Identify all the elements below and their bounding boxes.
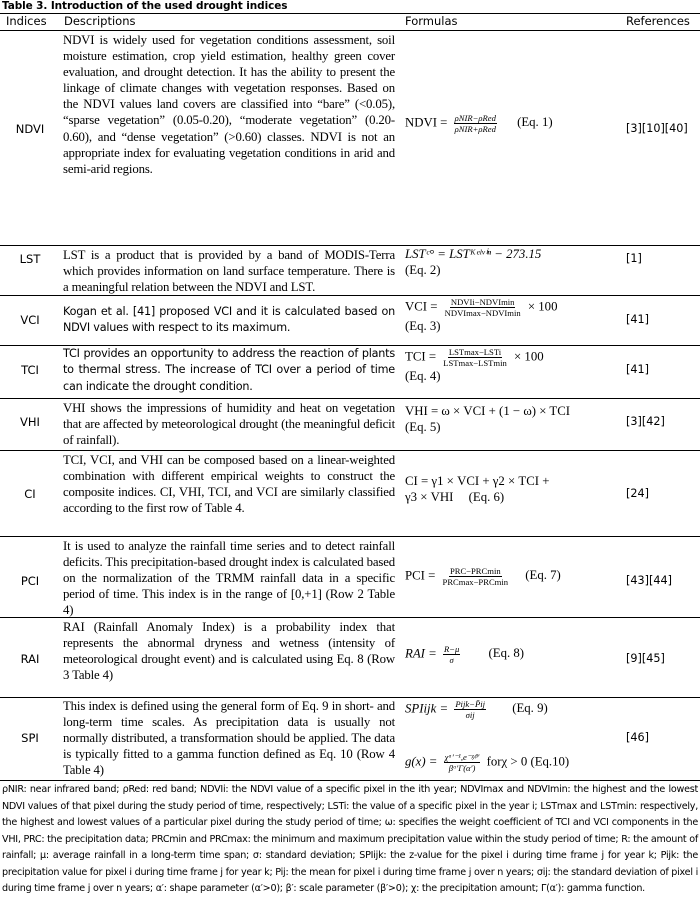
row-description-ci: TCI, VCI, and VHI can be composed based on a linear-weighted combination with different empirical weights to construct the composite indices. CI, VHI, TCI, and VCI are similarly classified according to the first row of Table 4. — [63, 453, 395, 516]
formula-line: VHI = ω × VCI + (1 − ω) × TCI — [405, 404, 571, 418]
row-rule — [0, 295, 700, 296]
row-formula-ci — [405, 473, 620, 505]
row-formula-vci — [405, 297, 620, 334]
row-refs-ci: [24] — [626, 487, 649, 500]
formula-numerator: PRC−PRCmin — [449, 566, 501, 576]
row-refs-spi: [46] — [626, 731, 649, 744]
formula-fraction — [444, 297, 522, 318]
formula-fraction — [444, 752, 481, 773]
formula-numerator: R−μ — [443, 644, 460, 654]
row-description-spi: This index is defined using the general form of Eq. 9 in short- and long-term time scales. As precipitation data is usually not normally distributed, a transformation should be applied. The data is typically fitted to a gamma function defined as Eq. 10 (Row 4 Table 4) — [63, 699, 395, 778]
formula-rhs: × 100 — [527, 299, 558, 314]
row-index-tci: TCI — [21, 363, 39, 377]
formula-numerator: LSTmax−LSTi — [448, 347, 502, 357]
row-formula-lst — [405, 246, 620, 278]
row-refs-vhi: [3][42] — [626, 415, 665, 428]
header-rule — [0, 30, 700, 31]
formula-fraction — [443, 644, 460, 665]
header-formulas: Formulas — [405, 14, 458, 28]
formula-denominator: σ — [449, 655, 454, 665]
row-refs-tci: [41] — [626, 363, 649, 376]
formula-lhs: NDVI = — [405, 115, 448, 130]
header-indices: Indices — [6, 14, 47, 28]
formula-numerator: NDVIi−NDVImin — [450, 297, 515, 307]
row-index-ndvi: NDVI — [15, 122, 45, 136]
formula-denominator: NDVImax−NDVImin — [444, 308, 521, 318]
formula-line: CI = γ1 × VCI + γ2 × TCI + — [405, 474, 550, 488]
table-footnote: ρNIR: near infrared band; ρRed: red band; NDVIi: the NDVI value of a specific pixel in the ith year; NDVImax and NDVImin: the highest and the lowest NDVI values of that pixel during the study period of time, respectively; LSTi: the value of a specific pixel in the year i; LSTmax and LSTmin: respectively, the highest and lowest values of a particular pixel during the study period of time; ω: specifies the weight coefficient of TCI and VCI components in the VHI, PRC: the precipitation data; PRCmin and PRCmax: the minimum and maximum precipitation value within the study period of time; R: the amount of rainfall; μ: average rainfall in a long-term time span; σ: standard deviation; SPIijk: the z-value for the pixel i during time frame j for year k; Pijk: the precipitation value for pixel i during time frame j for year k; Pij: the mean for pixel i during time frame j over n years; σij: the standard deviation of pixel i during time frame j over n years; α′: shape parameter (α′>0); β′: scale parameter (β′>0); χ: the precipitation amount; Γ(α′): gamma function. — [2, 784, 698, 894]
row-index-rai: RAI — [20, 652, 40, 666]
row-formula-spi — [405, 699, 620, 720]
row-description-tci: TCI provides an opportunity to address the reaction of plants to thermal stress. The increase of TCI over a period of time can indicate the drought condition. — [63, 347, 395, 393]
equation-number: (Eq. 9) — [512, 701, 548, 716]
row-description-rai: RAI (Rainfall Anomaly Index) is a probability index that represents the abnormal dryness and wetness (intensity of meteorological drought event) and is calculated using Eq. 8 (Row 3 Table 4) — [63, 620, 395, 683]
equation-number: (Eq. 1) — [517, 115, 553, 130]
row-refs-ndvi: [3][10][40] — [626, 122, 688, 135]
row-index-ci: CI — [24, 487, 36, 501]
formula-rhs: forχ > 0 — [486, 754, 528, 769]
formula-fraction — [454, 699, 486, 720]
row-index-pci: PCI — [20, 574, 40, 588]
row-index-spi: SPI — [21, 731, 39, 745]
row-refs-lst: [1] — [626, 252, 642, 265]
row-rule — [0, 536, 700, 537]
formula-denominator: σij — [465, 710, 475, 720]
equation-number: (Eq. 4) — [405, 369, 441, 383]
formula-lhs: TCI = — [405, 349, 437, 364]
formula-lhs: g(x) = — [405, 754, 438, 769]
row-refs-vci: [41] — [626, 313, 649, 326]
formula-line-2-text: γ3 × VHI — [405, 490, 454, 504]
formula-lhs: SPIijk = — [405, 701, 449, 716]
equation-number: (Eq. 6) — [468, 490, 505, 504]
formula-line: LSTᶜ° = LSTᴷᵉˡᵛⁱⁿ − 273.15 — [405, 247, 542, 261]
table-bottom-rule — [0, 780, 700, 781]
formula-line-2 — [405, 489, 620, 505]
formula-denominator: LSTmax−LSTmin — [443, 358, 507, 368]
formula-numerator: ρNIR−ρRed — [454, 113, 496, 123]
row-index-vci: VCI — [20, 313, 40, 327]
row-description-vhi: VHI shows the impressions of humidity and heat on vegetation that are affected by meteorological drought (the meaningful deficit of rainfall). — [63, 401, 395, 448]
table-caption: Table 3. Introduction of the used drought indices — [2, 0, 288, 12]
formula-denominator: PRCmax−PRCmin — [442, 577, 509, 587]
equation-number: (Eq. 8) — [488, 646, 525, 661]
formula-lhs: VCI = — [405, 299, 438, 314]
row-description-lst: LST is a product that is provided by a band of MODIS-Terra which provides information on land surface temperature. There is a meaningful relation between the NDVI and LST. — [63, 248, 395, 295]
formula-denominator: ρNIR+ρRed — [454, 124, 496, 134]
row-rule — [0, 398, 700, 399]
row-refs-pci: [43][44] — [626, 574, 672, 587]
formula-fraction — [442, 566, 510, 587]
row-rule — [0, 617, 700, 618]
row-rule — [0, 450, 700, 451]
formula-lhs: PCI = — [405, 568, 436, 583]
equation-number: (Eq. 7) — [525, 568, 561, 583]
row-formula-pci — [405, 566, 620, 587]
formula-fraction — [454, 113, 497, 134]
row-formula-spi-gamma — [405, 752, 620, 773]
formula-rhs: × 100 — [514, 349, 544, 364]
row-refs-rai: [9][45] — [626, 652, 665, 665]
row-formula-vhi — [405, 403, 620, 435]
equation-number: (Eq.10) — [530, 754, 570, 769]
row-formula-ndvi — [405, 113, 620, 134]
formula-numerator: χᵅ′⁻¹,e⁻ᵡ⁄ᵝ′ — [444, 752, 480, 762]
row-formula-tci — [405, 347, 620, 384]
equation-number: (Eq. 5) — [405, 420, 441, 434]
row-description-pci: It is used to analyze the rainfall time series and to detect rainfall deficits. This precipitation-based drought index is calculated based on the normalization of the TRMM rainfall data in a specific period of time. This index is in the range of [0,+1] (Row 2 Table 4) — [63, 539, 395, 618]
formula-numerator: Pijk−P̄ij — [455, 699, 485, 709]
formula-fraction — [442, 347, 508, 368]
equation-number: (Eq. 3) — [405, 319, 441, 333]
header-references: References — [626, 14, 690, 28]
formula-denominator: βᵅ′Γ(α′) — [448, 763, 476, 773]
row-index-lst: LST — [19, 252, 41, 266]
row-description-ndvi: NDVI is widely used for vegetation conditions assessment, soil moisture estimation, crop yield estimation, healthy green cover evaluation, and drought detection. It has the ability to present the linkage of climate changes with vegetation responses. Based on the NDVI values land covers are classified into “bare” (<0.05), “sparse vegetation” (0.05-0.20), “moderate vegetation” (0.20-0.60), and “dense vegetation” (>0.60) classes. NDVI is not an appropriate index for evaluating vegetation conditions in arid and semi-arid regions. — [63, 33, 395, 176]
row-description-vci: Kogan et al. [41] proposed VCI and it is calculated based on NDVI values with respect to its maximum. — [63, 305, 395, 335]
formula-lhs: RAI = — [405, 646, 437, 661]
row-index-vhi: VHI — [20, 415, 40, 429]
header-descriptions: Descriptions — [64, 14, 136, 28]
equation-number: (Eq. 2) — [405, 263, 441, 277]
row-formula-rai — [405, 644, 620, 665]
